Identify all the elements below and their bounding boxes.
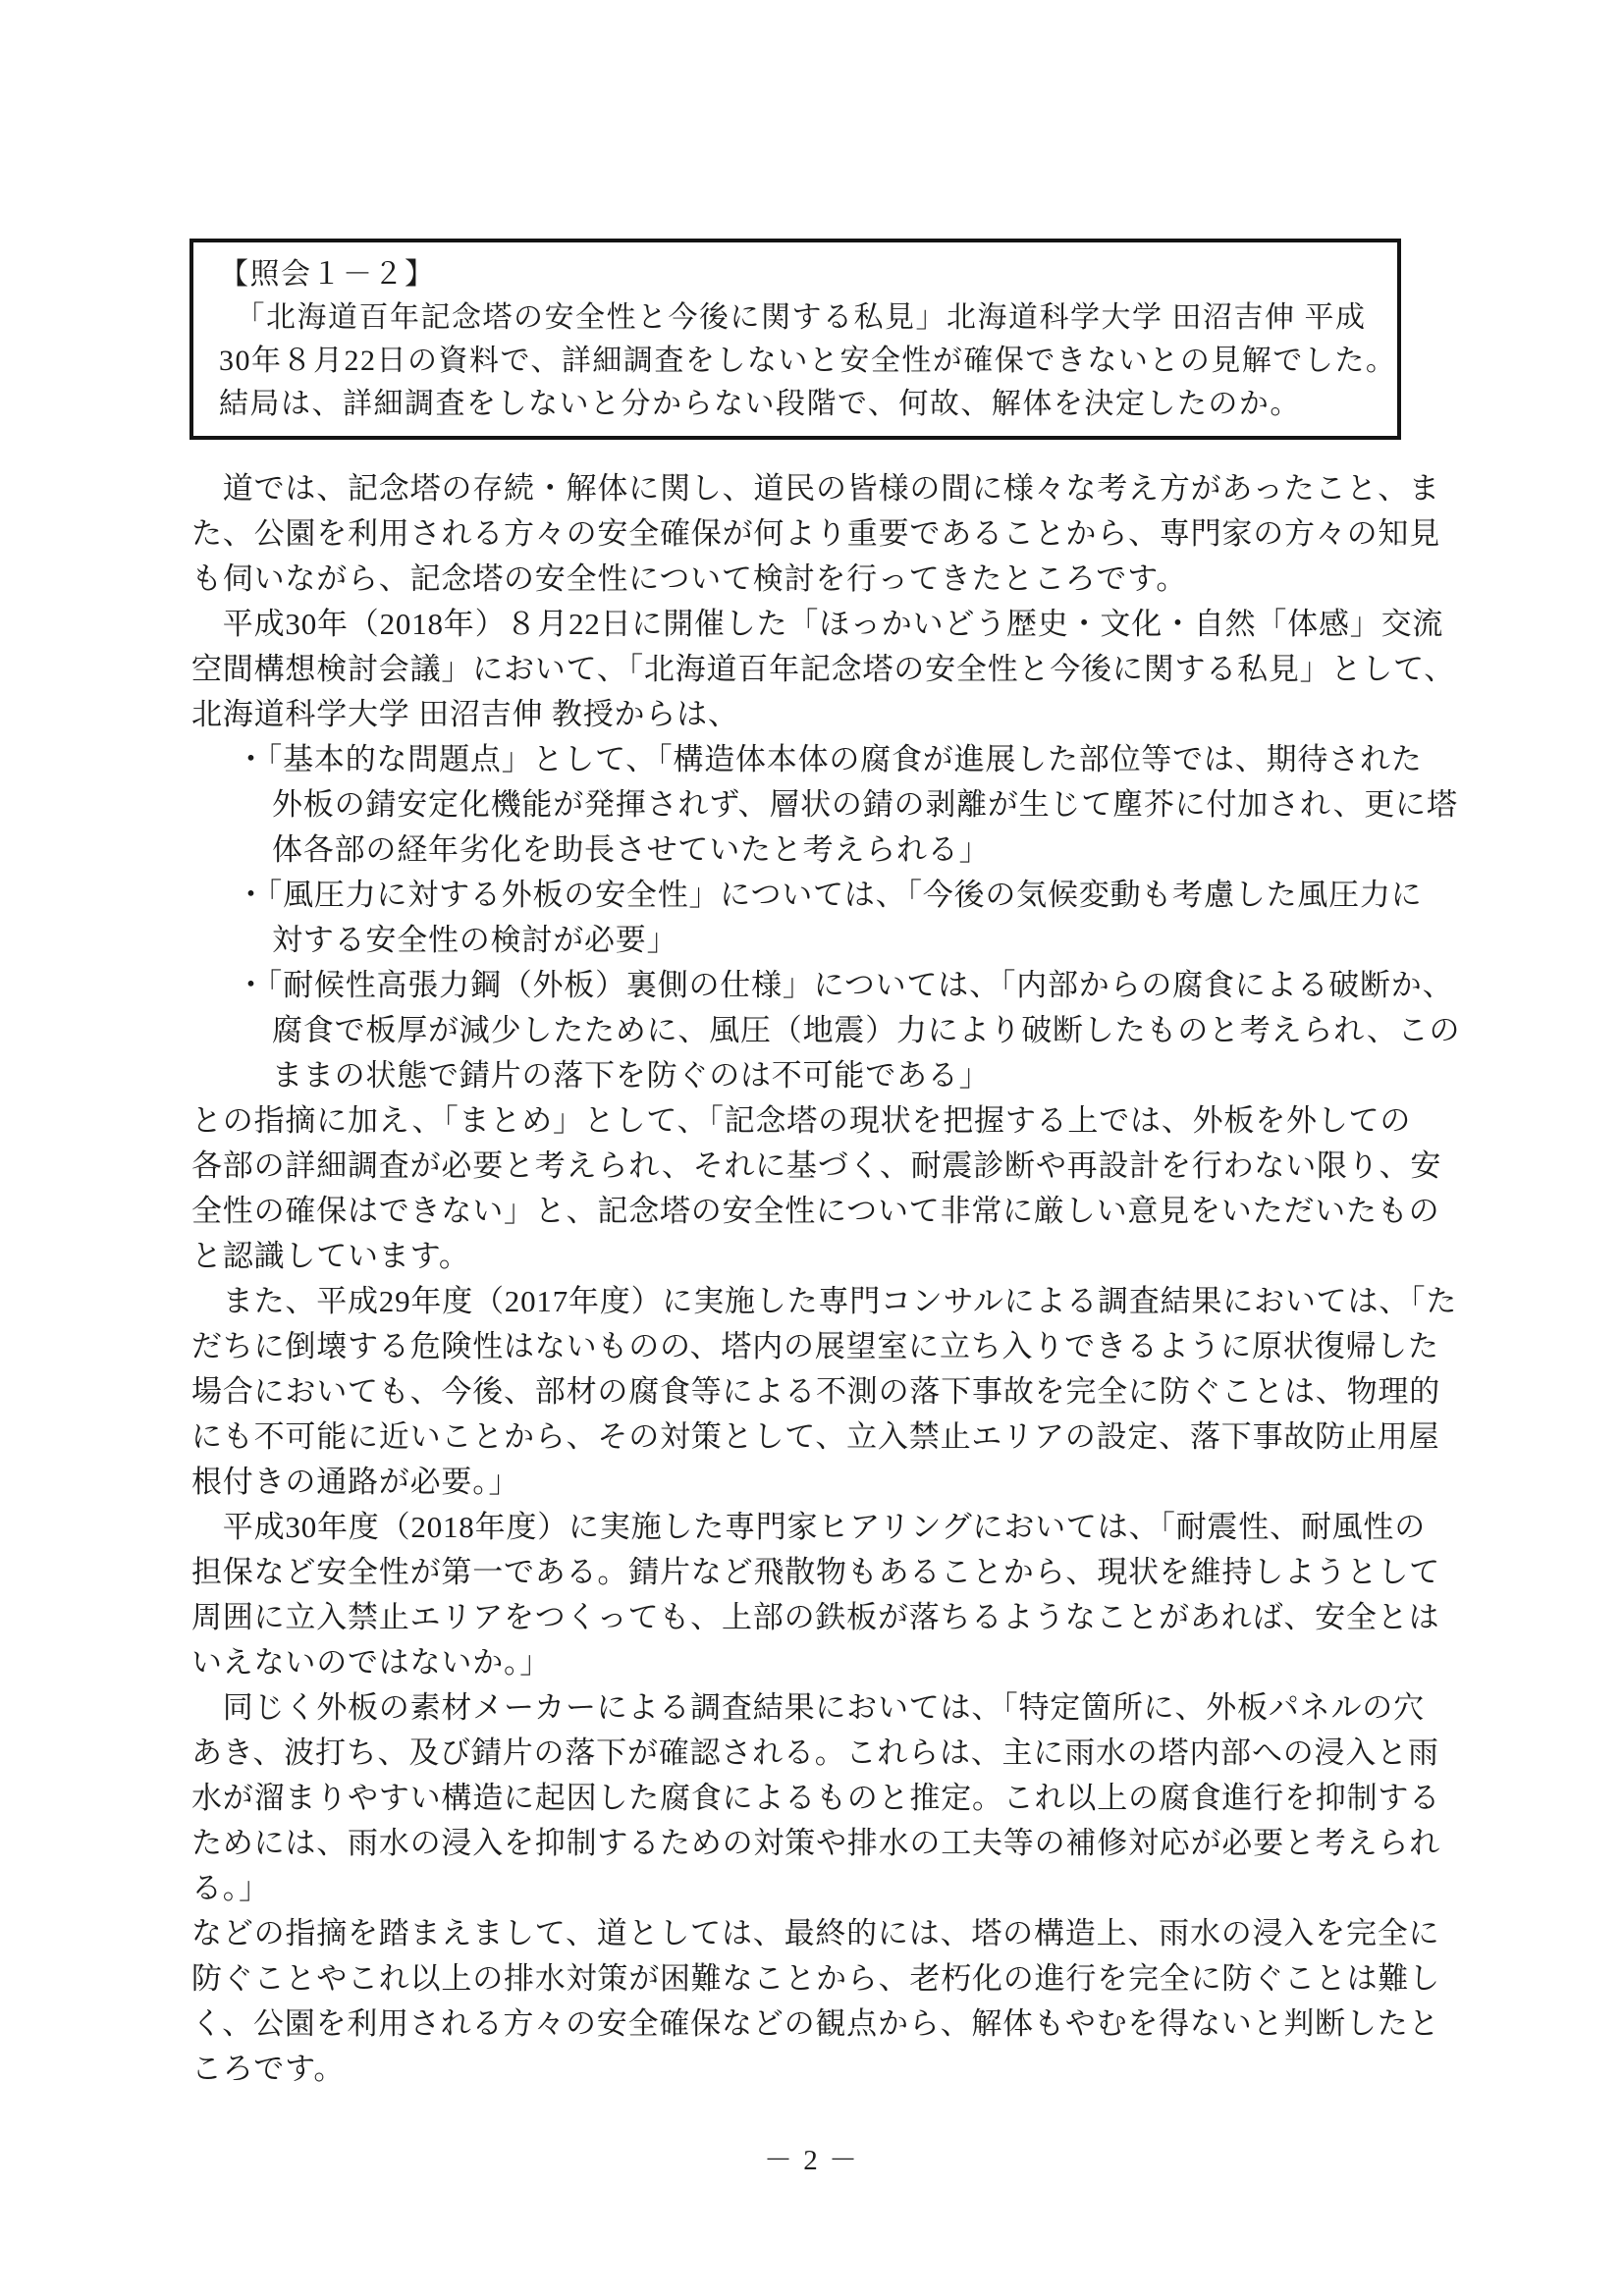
bullet-line: ・「風圧力に対する外板の安全性」については、「今後の気候変動も考慮した風圧力に (236, 878, 1423, 912)
bullet-continuation-line: ままの状態で錆片の落下を防ぐのは不可能である」 (272, 1058, 991, 1093)
body-line: 周囲に立入禁止エリアをつくっても、上部の鉄板が落ちるようなことがあれば、安全とは (191, 1600, 1440, 1634)
body-line: ころです。 (191, 2052, 346, 2086)
bullet-line: ・「耐候性高張力鋼（外板）裏側の仕様」については、「内部からの腐食による破断か、 (236, 968, 1454, 1002)
body-line: 場合においても、今後、部材の腐食等による不測の落下事故を完全に防ぐことは、物理的 (191, 1374, 1440, 1409)
body-line: 担保など安全性が第一である。錆片など飛散物もあることから、現状を維持しようとして (191, 1555, 1440, 1589)
body-line: 防ぐことやこれ以上の排水対策が困難なことから、老朽化の進行を完全に防ぐことは難し (191, 1961, 1440, 1996)
body-line: また、平成29年度（2017年度）に実施した専門コンサルによる調査結果においては、「た (191, 1284, 1458, 1318)
body-line: 平成30年度（2018年度）に実施した専門家ヒアリングにおいては、「耐震性、耐風性の (191, 1510, 1427, 1544)
body-line: などの指摘を踏まえまして、道としては、最終的には、塔の構造上、雨水の浸入を完全に (191, 1916, 1440, 1950)
body-line: 道では、記念塔の存続・解体に関し、道民の皆様の間に様々な考え方があったこと、ま (191, 471, 1440, 506)
bullet-continuation-line: 体各部の経年劣化を助長させていたと考えられる」 (272, 832, 991, 867)
body-line: だちに倒壊する危険性はないものの、塔内の展望室に立ち入りできるように原状復帰した (191, 1329, 1439, 1363)
body-line: 空間構想検討会議」において、「北海道百年記念塔の安全性と今後に関する私見」として、 (191, 652, 1456, 686)
body-line: 水が溜まりやすい構造に起因した腐食によるものと推定。これ以上の腐食進行を抑制する (191, 1781, 1440, 1815)
body-line: く、公園を利用される方々の安全確保などの観点から、解体もやむを得ないと判断したと (191, 2006, 1440, 2041)
body-line: 同じく外板の素材メーカーによる調査結果においては、「特定箇所に、外板パネルの穴 (191, 1690, 1425, 1725)
bullet-continuation-line: 腐食で板厚が減少したために、風圧（地震）力により破断したものと考えられ、この (272, 1013, 1461, 1047)
body-line: る。」 (191, 1871, 270, 1905)
body-line: 全性の確保はできない」と、記念塔の安全性について非常に厳しい意見をいただいたもの (191, 1194, 1440, 1228)
body-line: 根付きの通路が必要。」 (191, 1465, 520, 1499)
inquiry-box-line: 30年８月22日の資料で、詳細調査をしないと安全性が確保できないとの見解でした。 (219, 345, 1397, 377)
body-line: と認識しています。 (191, 1239, 470, 1273)
body-line: た、公園を利用される方々の安全確保が何より重要であることから、専門家の方々の知見 (191, 516, 1440, 551)
inquiry-box (189, 239, 1401, 440)
body-line: 平成30年（2018年）８月22日に開催した「ほっかいどう歴史・文化・自然「体感」交流 (191, 607, 1444, 641)
body-line: も伺いながら、記念塔の安全性について検討を行ってきたところです。 (191, 561, 1188, 596)
document-body (191, 466, 1468, 2092)
bullet-continuation-line: 対する安全性の検討が必要」 (272, 923, 678, 957)
body-line: との指摘に加え、「まとめ」として、「記念塔の現状を把握する上では、外板を外しての (191, 1103, 1412, 1138)
body-line: あき、波打ち、及び錆片の落下が確認される。これらは、主に雨水の塔内部への浸入と雨 (191, 1735, 1439, 1770)
inquiry-box-line: 結局は、詳細調査をしないと分からない段階で、何故、解体を決定したのか。 (219, 388, 1301, 420)
body-line: ためには、雨水の浸入を抑制するための対策や排水の工夫等の補修対応が必要と考えられ (191, 1826, 1440, 1860)
body-line: 各部の詳細調査が必要と考えられ、それに基づく、耐震診断や再設計を行わない限り、安 (191, 1148, 1442, 1183)
page-number: － 2 － (763, 2145, 859, 2176)
inquiry-box-line: 「北海道百年記念塔の安全性と今後に関する私見」北海道科学大学 田沼吉伸 平成 (219, 301, 1367, 334)
inquiry-box-title: 【照会１－２】 (219, 258, 436, 291)
body-line: にも不可能に近いことから、その対策として、立入禁止エリアの設定、落下事故防止用屋 (191, 1419, 1440, 1454)
bullet-line: ・「基本的な問題点」として、「構造体本体の腐食が進展した部位等では、期待された (236, 742, 1423, 776)
bullet-continuation-line: 外板の錆安定化機能が発揮されず、層状の錆の剥離が生じて塵芥に付加され、更に塔 (272, 787, 1458, 822)
body-line: いえないのではないか。」 (191, 1645, 552, 1680)
body-line: 北海道科学大学 田沼吉伸 教授からは、 (191, 697, 739, 731)
